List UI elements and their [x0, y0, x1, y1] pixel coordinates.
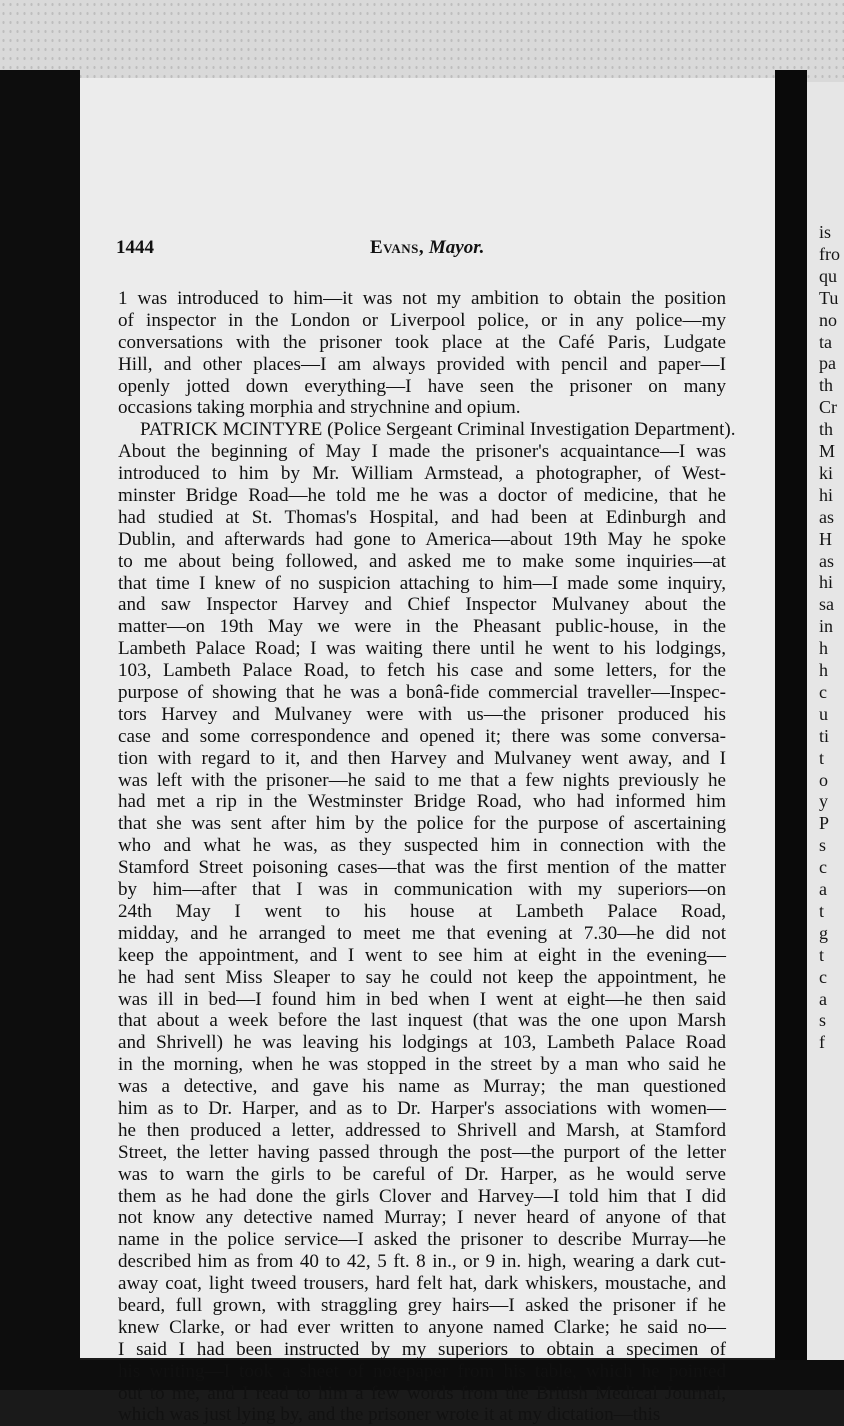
paper-speckle	[0, 0, 844, 82]
text-line: was to warn the girls to be careful of Dr. Harper, as he would serve	[118, 1163, 726, 1185]
text-line: 1 was introduced to him—it was not my ambition to obtain the position	[118, 288, 726, 309]
adjacent-page-fragment: is	[819, 222, 832, 242]
text-line: was left with the prisoner—he said to me that a few nights previously he	[118, 769, 726, 791]
text-line: conversations with the prisoner took place at the Café Paris, Ludgate	[118, 331, 726, 353]
text-line: keep the appointment, and I went to see him at eight in the evening—	[118, 944, 726, 966]
adjacent-page-fragment: c	[819, 857, 827, 878]
text-line: his writing—I took a sheet of notepaper from his table, which he pointed	[118, 1360, 726, 1382]
adjacent-page-fragment: h	[819, 638, 828, 659]
adjacent-page-edge	[807, 82, 844, 1362]
adjacent-page-fragment: M	[819, 441, 836, 461]
text-line: he had sent Miss Sleaper to say he could not keep the appointment, he	[118, 966, 726, 988]
text-line: of inspector in the London or Liverpool police, or in any police—my	[118, 309, 726, 331]
text-line: Stamford Street poisoning cases—that was the first mention of the matter	[118, 857, 726, 879]
adjacent-page-fragment: s	[819, 1010, 827, 1031]
scan-top-margin	[0, 0, 844, 82]
text-line: minster Bridge Road—he told me he was a doctor of medicine, that he	[118, 485, 726, 507]
text-line: case and some correspondence and opened it; there was some conversa-	[118, 725, 726, 747]
adjacent-page-fragment: in	[819, 616, 834, 637]
scan-left-border	[0, 70, 80, 1360]
page-number: 1444	[116, 237, 154, 258]
adjacent-page-fragment: y	[819, 791, 828, 812]
text-line: purpose of showing that he was a bonâ-fide commercial traveller—Inspec-	[118, 682, 726, 704]
adjacent-page-fragment: Cr	[819, 397, 837, 418]
text-line: name in the police service—I asked the prisoner to describe Murray—he	[118, 1229, 726, 1251]
page-header	[80, 237, 775, 267]
adjacent-page-fragment: ta	[819, 331, 832, 352]
adjacent-page-fragment: ti	[819, 725, 830, 746]
text-line: not know any detective named Murray; I never heard of anyone of that	[118, 1207, 726, 1229]
text-line: beard, full grown, with straggling grey hairs—I asked the prisoner if he	[118, 1294, 726, 1316]
text-line: Dublin, and afterwards had gone to America—about 19th May he spoke	[118, 528, 726, 550]
adjacent-page-fragment: P	[819, 813, 830, 834]
text-line: Street, the letter having passed through the post—the purport of the letter	[118, 1141, 726, 1163]
text-line: that she was sent after him by the police for the purpose of ascertaining	[118, 813, 726, 835]
text-line: them as he had done the girls Clover and Harvey—I told him that I did	[118, 1185, 726, 1207]
adjacent-page-fragment: a	[819, 988, 827, 1009]
adjacent-page-fragment: g	[819, 922, 828, 943]
adjacent-page-fragment: u	[819, 703, 828, 724]
running-head	[370, 237, 484, 259]
adjacent-page-fragment: ki	[819, 462, 834, 483]
book-page	[80, 78, 775, 1426]
text-line: out to me, and I read to him a few words from the British Medical Journal,	[118, 1382, 726, 1404]
adjacent-page-fragment: th	[819, 419, 834, 440]
text-line: that about a week before the last inquest (that was the one upon Marsh	[118, 1010, 726, 1032]
adjacent-page-fragment: as	[819, 550, 834, 571]
text-line: About the beginning of May I made the prisoner's acquaintance—I was	[118, 441, 726, 463]
text-line: introduced to him by Mr. William Armstead, a photographer, of West-	[118, 463, 726, 485]
adjacent-page-fragment: c	[819, 966, 827, 987]
adjacent-page-fragment: no	[819, 309, 837, 330]
adjacent-page-fragment: h	[819, 660, 828, 680]
adjacent-page-fragment: o	[819, 769, 828, 790]
text-line: and Shrivell) he was leaving his lodgings at 103, Lambeth Palace Road	[118, 1032, 726, 1054]
adjacent-page-fragment: H	[819, 528, 832, 549]
adjacent-page-fragment: as	[819, 506, 834, 527]
adjacent-page-fragment: t	[819, 747, 825, 768]
text-line: 103, Lambeth Palace Road, to fetch his case and some letters, for the	[118, 660, 726, 682]
text-line: Lambeth Palace Road; I was waiting there until he went to his lodgings,	[118, 638, 726, 660]
adjacent-page-fragment: hi	[819, 484, 834, 505]
text-line: PATRICK MCINTYRE (Police Sergeant Criminal Investigation Department).	[140, 419, 736, 441]
text-line: who and what he was, as they suspected him in connection with the	[118, 835, 726, 857]
adjacent-page-fragment: t	[819, 900, 825, 921]
running-head-title: Mayor.	[428, 237, 485, 258]
text-line: 24th May I went to his house at Lambeth Palace Road,	[118, 900, 726, 922]
adjacent-page-fragment: sa	[819, 594, 834, 615]
adjacent-page-fragment: f	[819, 1032, 825, 1053]
adjacent-page-fragment: fro	[819, 243, 840, 264]
text-line: was ill in bed—I found him in bed when I went at eight—he then said	[118, 988, 726, 1010]
adjacent-page-fragment: t	[819, 944, 825, 965]
text-line: tion with regard to it, and then Harvey and Mulvaney went away, and I	[118, 747, 726, 769]
text-line: was a detective, and gave his name as Murray; the man questioned	[118, 1076, 726, 1098]
adjacent-page-fragment: qu	[819, 265, 837, 286]
body-text	[118, 288, 736, 1426]
book-gutter	[775, 70, 807, 1370]
text-line: knew Clarke, or had ever written to anyone named Clarke; he said no—	[118, 1316, 726, 1338]
text-line: which was just lying by, and the prisoner wrote it at my dictation—this	[118, 1404, 661, 1426]
text-line: had met a rip in the Westminster Bridge Road, who had informed him	[118, 791, 726, 813]
text-line: tors Harvey and Mulvaney were with us—the prisoner produced his	[118, 703, 726, 725]
text-line: Hill, and other places—I am always provided with pencil and paper—I	[118, 353, 726, 375]
adjacent-page-fragment: hi	[819, 572, 834, 593]
text-line: that time I knew of no suspicion attaching to him—I made some inquiry,	[118, 572, 726, 594]
text-line: him as to Dr. Harper, and as to Dr. Harper's associations with women—	[118, 1097, 726, 1119]
text-line: and saw Inspector Harvey and Chief Inspector Mulvaney about the	[118, 594, 726, 616]
adjacent-page-fragment: Tu	[819, 287, 839, 308]
adjacent-page-fragment: s	[819, 835, 827, 856]
running-head-name: Evans,	[370, 237, 425, 258]
text-line: matter—on 19th May we were in the Pheasant public-house, in the	[118, 616, 726, 638]
adjacent-page-fragment: pa	[819, 353, 836, 374]
adjacent-page-fragment: c	[819, 681, 827, 702]
adjacent-page-fragment: th	[819, 375, 834, 396]
text-line: described him as from 40 to 42, 5 ft. 8 in., or 9 in. high, wearing a dark cut-	[118, 1251, 726, 1273]
adjacent-page-fragment: a	[819, 879, 827, 899]
text-line: by him—after that I was in communication with my superiors—on	[118, 879, 726, 901]
text-line: he then produced a letter, addressed to Shrivell and Marsh, at Stamford	[118, 1119, 726, 1141]
text-line: midday, and he arranged to meet me that evening at 7.30—he did not	[118, 922, 726, 944]
text-line: openly jotted down everything—I have seen the prisoner on many	[118, 375, 726, 397]
text-line: had studied at St. Thomas's Hospital, and had been at Edinburgh and	[118, 506, 726, 528]
text-line: away coat, light tweed trousers, hard felt hat, dark whiskers, moustache, and	[118, 1273, 726, 1295]
text-line: to me about being followed, and asked me to make some inquiries—at	[118, 550, 726, 572]
text-line: occasions taking morphia and strychnine and opium.	[118, 397, 521, 419]
text-line: I said I had been instructed by my superiors to obtain a specimen of	[118, 1338, 726, 1360]
text-line: in the morning, when he was stopped in the street by a man who said he	[118, 1054, 726, 1076]
